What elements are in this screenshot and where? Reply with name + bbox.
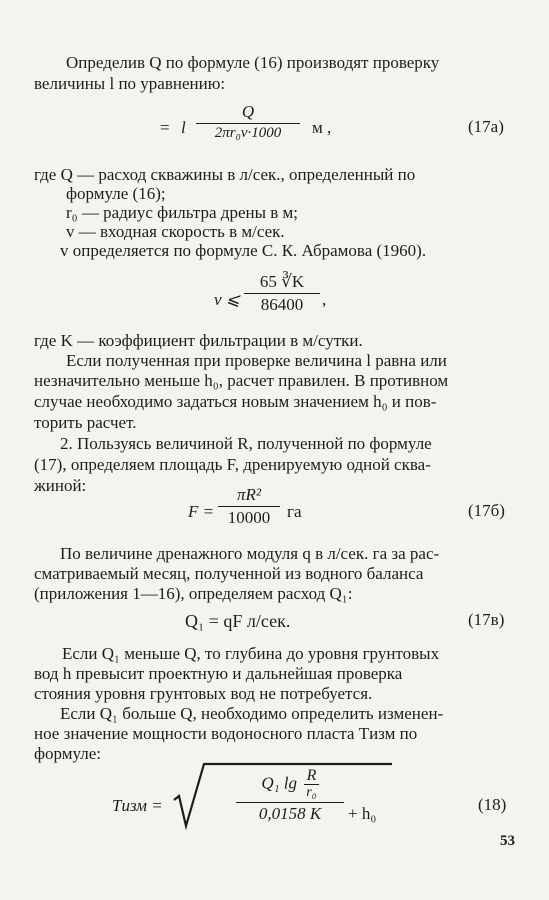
inner-numerator: R	[306, 767, 317, 784]
plus-h0: + h₀	[348, 804, 377, 823]
page-number: 53	[500, 833, 515, 849]
numerator	[236, 768, 344, 802]
text-line: вод h превысит проектную и дальнейшая проверка	[34, 664, 403, 683]
fraction	[236, 768, 344, 824]
text-line: жиной:	[34, 476, 87, 495]
lhs: Tизм =	[112, 796, 163, 815]
text-line: Определив Q по формуле (16) производят проверку	[66, 53, 440, 72]
text-line: 2. Пользуясь величиной R, полученной по формуле	[60, 434, 432, 453]
formula: Q₁ = qF л/сек.	[185, 611, 291, 631]
fraction	[244, 272, 320, 315]
text-line: стояния уровня грунтовых вод не потребуется.	[34, 684, 373, 703]
text-line: v определяется по формуле С. К. Абрамова (1960).	[60, 241, 427, 260]
text-line: формуле:	[34, 744, 102, 763]
text-line: случае необходимо задаться новым значением h₀ и пов-	[34, 392, 437, 411]
inner-denominator: r₀	[306, 785, 317, 800]
text-line: По величине дренажного модуля q в л/сек. га за рас-	[60, 544, 440, 563]
inner-fraction	[304, 768, 318, 801]
equation-number: (17в)	[468, 610, 505, 629]
equation-number: (17а)	[468, 117, 504, 136]
unit: га	[287, 502, 302, 521]
text-line: формуле (16);	[66, 184, 166, 203]
text-line: где Q — расход скважины в л/сек., определенный по	[34, 165, 416, 184]
numerator: 65 ∛K	[259, 272, 305, 291]
text-line: r₀ — радиус фильтра дрены в м;	[66, 203, 299, 222]
text-line: ное значение мощности водоносного пласта Tизм по	[34, 724, 418, 743]
equation-number: (17б)	[468, 501, 505, 520]
numerator: Q	[241, 102, 255, 121]
comma: ,	[322, 290, 327, 309]
text-line: где K — коэффициент фильтрации в м/сутки.	[34, 331, 363, 350]
text-line: (17), определяем площадь F, дренируемую одной сква-	[34, 455, 431, 474]
numerator-q: Q₁ lg	[261, 773, 298, 793]
fraction	[218, 485, 280, 528]
denominator: 0,0158 K	[236, 802, 344, 824]
numerator: πR²	[237, 485, 261, 504]
equals-sign: =	[160, 118, 170, 137]
text-line: Если полученная при проверке величина l равна или	[66, 351, 447, 370]
variable-l: l	[181, 118, 186, 137]
text-line: величины l по уравнению:	[34, 74, 226, 93]
fraction	[196, 102, 300, 142]
text-line: незначительно меньше h₀, расчет правилен. В противном	[34, 371, 449, 390]
denominator: 2πr₀v·1000	[196, 123, 300, 142]
text-line: Если Q₁ меньше Q, то глубина до уровня грунтовых	[62, 644, 440, 663]
text-line: сматриваемый месяц, полученной из водного баланса	[34, 564, 424, 583]
denominator: 86400	[244, 293, 320, 315]
equation-number: (18)	[478, 795, 507, 814]
lhs: v ⩽	[214, 290, 241, 309]
text-line: (приложения 1—16), определяем расход Q₁:	[34, 584, 353, 603]
denominator: 10000	[218, 506, 280, 528]
lhs: F =	[188, 502, 215, 521]
text-line: v — входная скорость в м/сек.	[66, 222, 285, 241]
text-line: торить расчет.	[34, 413, 137, 432]
unit: м ,	[312, 118, 332, 137]
text-line: Если Q₁ больше Q, необходимо определить изменен-	[60, 704, 444, 723]
